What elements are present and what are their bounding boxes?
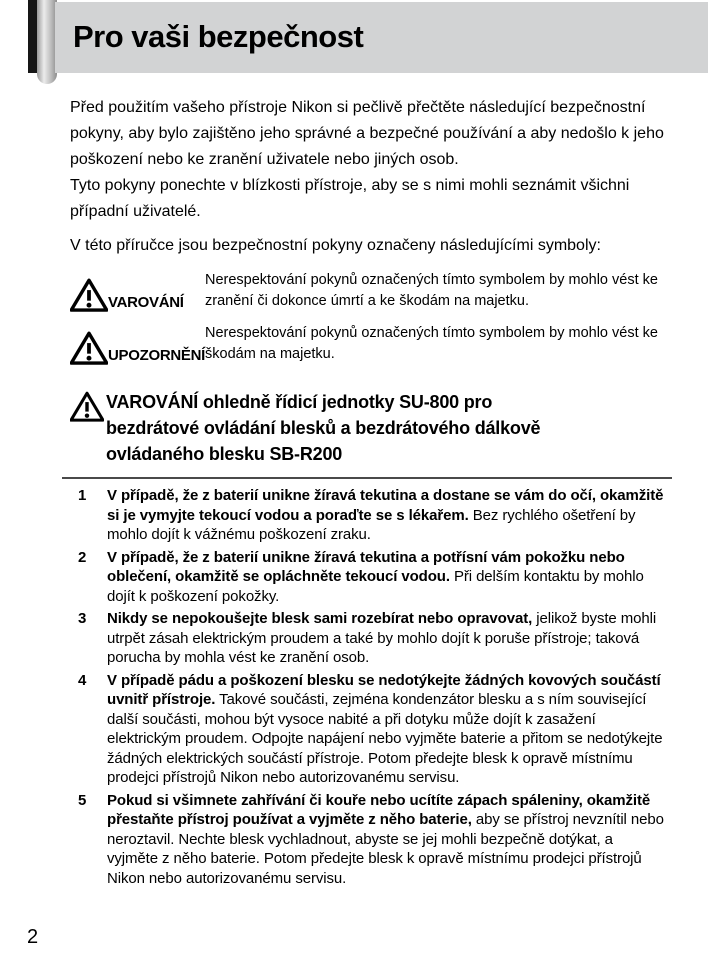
warning-triangle-icon bbox=[70, 278, 108, 312]
warning-item-number: 2 bbox=[78, 548, 87, 566]
intro-paragraph-1: Před použitím vašeho přístroje Nikon si pečlivě přečtěte následující bezpečnostní pokyny, aby bylo zajištěno jeho správné a bezpečné používání a aby nedošlo k jeho poškození nebo ke zranění uživatele nebo jiných osob. bbox=[70, 99, 664, 168]
warning-item-bold: V případě, že z baterií unikne žíravá tekutina a potřísní vám pokožku nebo oblečení, okamžitě se opláchněte tekoucí vodou. bbox=[107, 548, 625, 585]
section-heading-line: VAROVÁNÍ ohledně řídicí jednotky SU-800 pro bbox=[106, 392, 493, 412]
warning-item-number: 1 bbox=[78, 487, 87, 504]
legend-key-upozorneni bbox=[70, 323, 205, 365]
warning-item-1 bbox=[78, 486, 664, 545]
warning-item-bold: V případě, že z baterií unikne žíravá tekutina a dostane se vám do očí, okamžitě si je vymyjte tekoucí vodou a poraďte se s lékařem. bbox=[107, 487, 664, 524]
warning-item-text bbox=[107, 791, 664, 889]
section-heading-icon-wrap bbox=[70, 389, 106, 467]
warning-item-rest: jelikož byste mohli utrpět zásah elektrickým proudem a také by mohlo dojít k poruše přístroje; taková porucha by mohla vést ke zranění osob. bbox=[107, 610, 657, 666]
warning-item-bold: V případě pádu a poškození blesku se nedotýkejte žádných kovových součástí uvnitř přístroje. bbox=[107, 671, 661, 708]
warning-item-rest: aby se přístroj nevznítil nebo neroztavil. Nechte blesk vychladnout, abyste se jej mohli bezpečně dotýkat, a vyjměte z něho baterie. Potom předejte blesk k opravě místnímu prodejci přístrojů Nikon nebo autorizovanému servisu. bbox=[107, 811, 664, 887]
warning-item-text bbox=[107, 486, 664, 545]
legend-label-varovani: VAROVÁNÍ bbox=[108, 294, 184, 311]
warning-item-number: 5 bbox=[78, 791, 87, 809]
section-heading-line: bezdrátové ovládání blesků a bezdrátového dálkově bbox=[106, 418, 541, 438]
warning-list bbox=[70, 486, 664, 888]
warning-item-bold: Pokud si všimnete zahřívání či kouře nebo ucítíte zápach spáleniny, okamžitě přestaňte přístroj používat a vyjměte z něho baterie, bbox=[107, 791, 651, 828]
section-heading bbox=[70, 389, 664, 467]
intro-paragraph-2: Tyto pokyny ponechte v blízkosti přístroje, aby se s nimi mohli seznámit všichni případní uživatelé. bbox=[70, 177, 630, 220]
warning-item-text bbox=[107, 609, 664, 668]
legend-text-varovani: Nerespektování pokynů označených tímto symbolem by mohlo vést ke zranění či dokonce úmrtí a ke škodám na majetku. bbox=[205, 272, 658, 309]
symbols-intro-line: V této příručce jsou bezpečnostní pokyny označeny následujícími symboly: bbox=[70, 237, 601, 254]
warning-item-rest: Při delším kontaktu by mohlo dojít k poškození pokožky. bbox=[107, 568, 644, 605]
warning-item-number: 3 bbox=[78, 610, 87, 627]
section-heading-line: ovládaného blesku SB-R200 bbox=[106, 444, 343, 464]
spine-black-bar bbox=[28, 0, 37, 73]
legend-key-varovani bbox=[70, 270, 205, 312]
content-column bbox=[70, 73, 664, 888]
warning-item-number: 4 bbox=[78, 671, 87, 689]
warning-triangle-icon bbox=[70, 391, 104, 422]
warning-item-rest: Takové součásti, zejména kondenzátor blesku a s ním související další součásti, mohou být vysoce nabité a při dotyku může dojít k zasažení elektrickým proudem. Odpojte napájení nebo vyjměte baterie a přitom se nedotýkejte žádných elektrických součástí přístroje. Potom předejte blesk k opravě místnímu prodejci přístrojů Nikon nebo autorizovanému servisu. bbox=[107, 691, 663, 786]
legend-row-upozorneni bbox=[70, 323, 664, 365]
warning-item-text bbox=[107, 671, 664, 788]
header-band bbox=[55, 2, 708, 73]
section-heading-text bbox=[106, 389, 540, 467]
warning-item-bold: Nikdy se nepokoušejte blesk sami rozebírat nebo opravovat, bbox=[107, 610, 533, 627]
warning-item-5 bbox=[78, 791, 664, 889]
legend-label-upozorneni: UPOZORNĚNÍ bbox=[108, 347, 206, 364]
page-curl-bar bbox=[37, 0, 57, 84]
legend-text-upozorneni: Nerespektování pokynů označených tímto symbolem by mohlo vést ke škodám na majetku. bbox=[205, 325, 658, 362]
page-title: Pro vaši bezpečnost bbox=[73, 18, 364, 54]
page-number: 2 bbox=[27, 926, 39, 948]
section-divider bbox=[62, 477, 672, 479]
warning-item-4 bbox=[78, 671, 664, 788]
warning-item-rest: Bez rychlého ošetření by mohlo dojít k vážnému poškození zraku. bbox=[107, 506, 636, 543]
warning-item-2 bbox=[78, 548, 664, 607]
warning-triangle-icon bbox=[70, 331, 108, 365]
legend-row-varovani bbox=[70, 270, 664, 312]
warning-item-text bbox=[107, 548, 664, 607]
warning-item-3 bbox=[78, 609, 664, 668]
